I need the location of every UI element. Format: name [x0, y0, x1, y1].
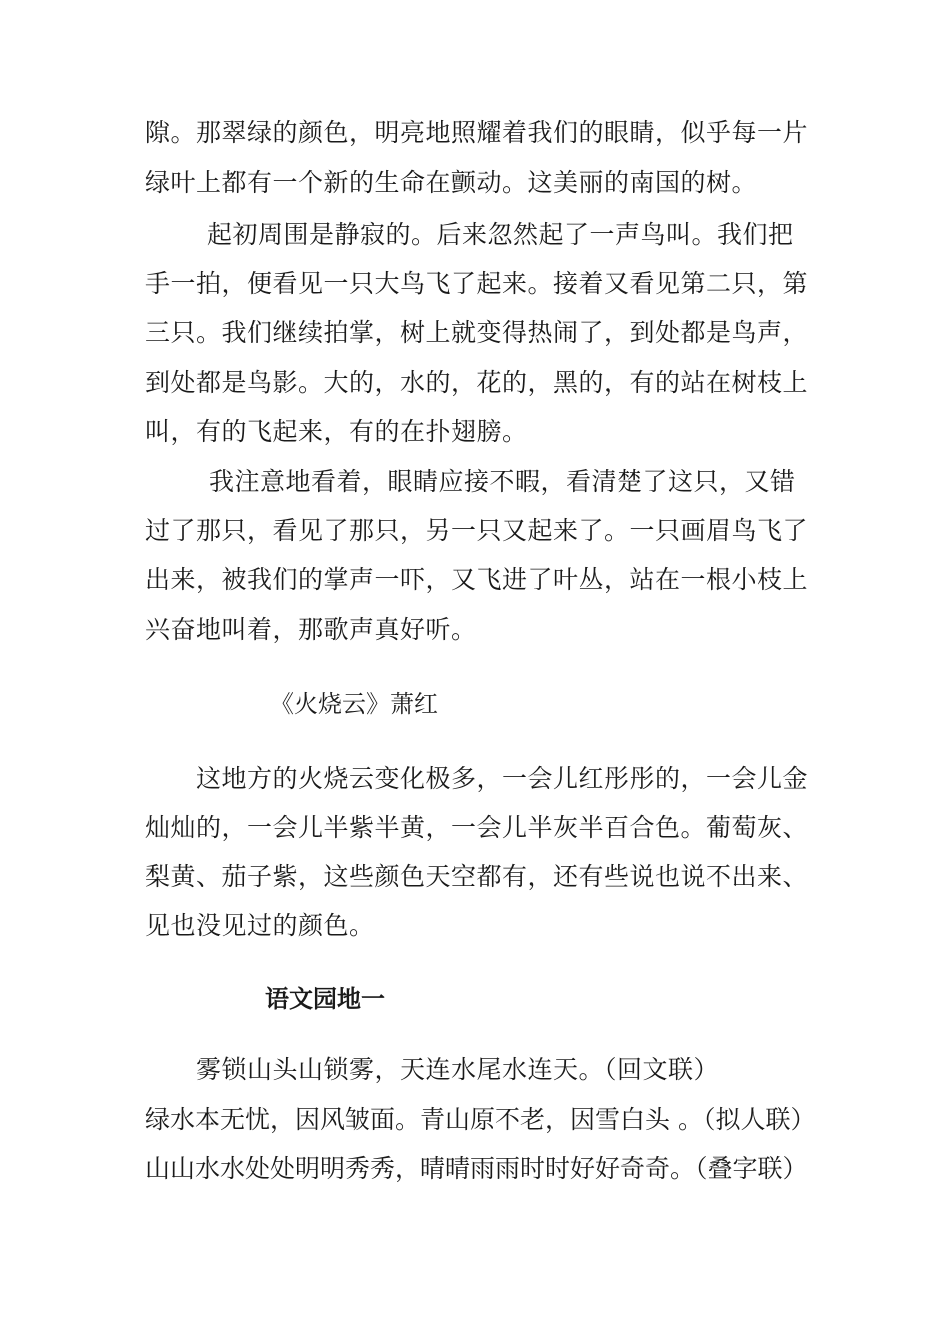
huoshaoyun-line-3: 梨黄、茄子紫，这些颜色天空都有，还有些说也说不出来、	[145, 862, 809, 891]
paragraph3-line-4: 兴奋地叫着，那歌声真好听。	[145, 615, 477, 644]
paragraph3-line-2: 过了那只，看见了那只，另一只又起来了。一只画眉鸟飞了	[145, 516, 809, 545]
paragraph3-line-1: 我注意地看着，眼睛应接不暇，看清楚了这只，又错	[209, 467, 796, 496]
section-title-yuwen: 语文园地一	[265, 985, 385, 1013]
paragraph2-line-3: 三只。我们继续拍掌，树上就变得热闹了，到处都是鸟声，	[145, 318, 809, 347]
huoshaoyun-line-1: 这地方的火烧云变化极多，一会儿红彤彤的，一会儿金	[196, 764, 809, 793]
huoshaoyun-line-2: 灿灿的，一会儿半紫半黄，一会儿半灰半百合色。葡萄灰、	[145, 813, 809, 842]
paragraph1-line-2: 绿叶上都有一个新的生命在颤动。这美丽的南国的树。	[145, 168, 758, 197]
section-title-huoshaoyun: 《火烧云》萧红	[270, 690, 438, 718]
paragraph3-line-3: 出来，被我们的掌声一吓，又飞进了叶丛，站在一根小枝上	[145, 565, 809, 594]
huoshaoyun-line-4: 见也没见过的颜色。	[145, 911, 375, 940]
paragraph2-line-1: 起初周围是静寂的。后来忽然起了一声鸟叫。我们把	[207, 220, 794, 249]
couplet-line-1: 雾锁山头山锁雾，天连水尾水连天。（回文联）	[196, 1055, 720, 1084]
paragraph2-line-4: 到处都是鸟影。大的，水的，花的，黑的，有的站在树枝上	[145, 368, 809, 397]
paragraph2-line-2: 手一拍，便看见一只大鸟飞了起来。接着又看见第二只，第	[145, 269, 809, 298]
couplet-line-2: 绿水本无忧，因风皱面。青山原不老，因雪白头 。（拟人联）	[145, 1105, 816, 1134]
paragraph2-line-5: 叫，有的飞起来，有的在扑翅膀。	[145, 417, 528, 446]
paragraph1-line-1: 隙。那翠绿的颜色，明亮地照耀着我们的眼睛，似乎每一片	[145, 118, 809, 147]
couplet-line-3: 山山水水处处明明秀秀，晴晴雨雨时时好好奇奇。（叠字联）	[145, 1154, 808, 1183]
